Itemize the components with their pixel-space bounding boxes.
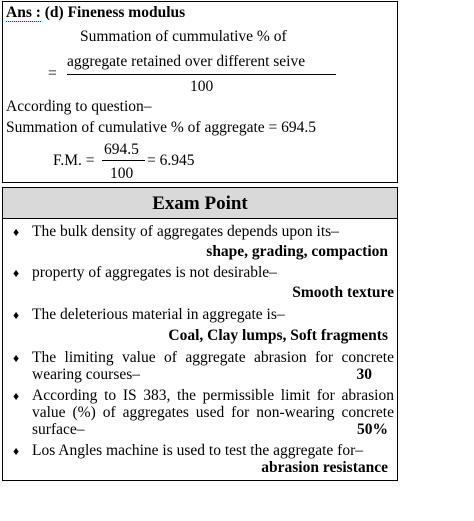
item-answer: Coal, Clay lumps, Soft fragments [168, 327, 388, 344]
fm-denominator: 100 [110, 165, 134, 182]
fm-fraction-bar [102, 160, 145, 161]
diamond-bullet-icon: ♦ [13, 266, 20, 280]
diamond-bullet-icon: ♦ [13, 308, 20, 322]
item-text: The bulk density of aggregates depends upon its– [32, 223, 339, 240]
exam-point-box [2, 187, 398, 481]
exam-point-title: Exam Point [3, 188, 397, 219]
diamond-bullet-icon: ♦ [13, 225, 20, 239]
exam-point-item [8, 306, 394, 342]
diamond-bullet-icon: ♦ [13, 351, 20, 365]
exam-point-item [8, 264, 394, 300]
item-answer: abrasion resistance [261, 459, 388, 476]
item-answer: shape, grading, compaction [206, 243, 388, 260]
item-answer: 50% [357, 421, 388, 438]
answer-label: Ans : [6, 4, 41, 21]
exam-point-item [8, 387, 394, 439]
diamond-bullet-icon: ♦ [13, 389, 20, 403]
item-answer: Smooth texture [292, 284, 394, 301]
answer-option: (d) Fineness modulus [44, 4, 186, 21]
item-text: property of aggregates is not desirable– [32, 264, 277, 281]
fm-result: = 6.945 [147, 152, 195, 169]
diamond-bullet-icon: ♦ [13, 444, 20, 458]
fm-label: F.M. = [53, 152, 95, 169]
exam-point-item [8, 442, 394, 478]
fm-numerator: 694.5 [104, 141, 139, 158]
exam-point-item [8, 223, 394, 259]
fraction-bar [67, 74, 336, 75]
item-text: According to IS 383, the permissible limit for abrasion value (%) of aggregates used for non-wearing concrete surface– [32, 387, 394, 438]
denominator: 100 [190, 78, 214, 95]
numerator-line-2: aggregate retained over different seive [67, 53, 306, 70]
answer-box [2, 1, 398, 183]
answer-line [6, 4, 185, 22]
numerator-line-1: Summation of cummulative % of [80, 28, 287, 45]
exam-point-item [8, 349, 394, 385]
according-text: According to question– [6, 98, 152, 115]
equals-sign: = [48, 65, 57, 82]
item-text: The deleterious material in aggregate is– [32, 306, 285, 323]
item-answer: 30 [356, 366, 372, 383]
item-text: Los Angles machine is used to test the aggregate for– [32, 442, 364, 459]
item-text: The limiting value of aggregate abrasion for concrete wearing courses– [32, 349, 394, 383]
summation-text: Summation of cumulative % of aggregate = 694.5 [6, 119, 317, 136]
